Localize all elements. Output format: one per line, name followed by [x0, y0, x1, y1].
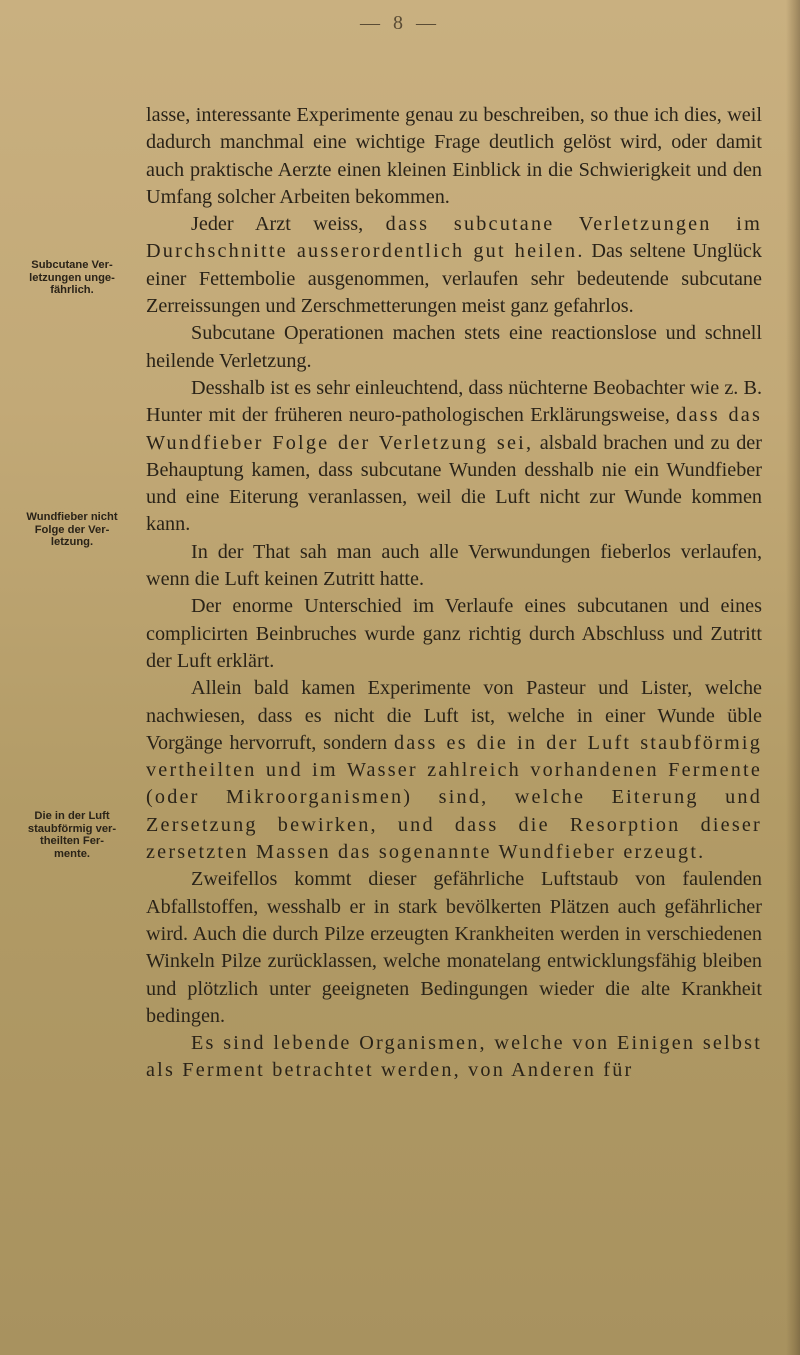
paragraph [146, 211, 762, 320]
margin-note-line: Subcutane Ver- [31, 259, 113, 271]
margin-note-line: letzung. [50, 536, 94, 548]
margin-note-line: letzungen unge- [29, 271, 115, 284]
margin-note-line: staubförmig ver- [27, 822, 117, 835]
margin-note-wundfieber [8, 511, 136, 549]
margin-note-fermente [8, 810, 136, 860]
page-number: — 8 — [360, 12, 440, 34]
paragraph [146, 866, 762, 1030]
paragraph [146, 593, 762, 675]
paragraph-text: Zweifellos kommt dieser gefährliche Luftstaub von faulenden Abfallstoffen, wesshalb er in stark bevölkerten Plätzen auch gefährlicher wird. Auch die durch Pilze erzeugten Krankheiten werden in verschiedenen Winkeln Pilze zurücklassen, welche monatelang entwicklungsfähig bleiben und plötzlich unter geeigneten Bedingungen wieder die alte Krankheit bedingen. [146, 868, 762, 1027]
paragraph [146, 539, 762, 594]
paragraph [146, 1030, 762, 1085]
emphasized-text: Es sind lebende Organismen, welche von Einigen selbst als Ferment betrachtet werden, von Anderen für [146, 1032, 762, 1082]
paragraph-text: Desshalb ist es sehr einleuchtend, dass nüchterne Beobachter wie z. B. Hunter mit der früheren neuro-pathologischen Erklärungsweise, [146, 376, 762, 427]
paragraph [146, 675, 762, 866]
margin-note-line: Die in der Luft [34, 810, 110, 822]
paragraph-text: lasse, interessante Experimente genau zu beschreiben, so thue ich dies, weil dadurch manchmal eine wichtige Frage deutlich gelöst wird, oder damit auch praktische Aerzte einen kleinen Einblick in die Schwierigkeit und den Umfang solcher Arbeiten bekommen. [146, 104, 762, 208]
body-text [146, 102, 762, 1085]
paragraph-text: In der That sah man auch alle Verwundungen fieberlos verlaufen, wenn die Luft keinen Zutritt hatte. [146, 540, 762, 591]
paragraph [146, 320, 762, 375]
page-edge-shadow [786, 0, 800, 1355]
margin-note-line: fährlich. [50, 284, 94, 296]
emphasized-text: dass subcutane Verletzungen im Durchschnitte ausserordentlich gut heilen. [146, 213, 762, 263]
paragraph-text: Subcutane Operationen machen stets eine reactionslose und schnell heilende Verletzung. [146, 322, 762, 372]
margin-note-line: Folge der Ver- [34, 523, 110, 536]
paragraph-text: Jeder Arzt weiss, [191, 213, 386, 236]
emphasized-text: dass es die in der Luft staubförmig vertheilten und im Wasser zahlreich vorhandenen Fermente (oder Mikroorganismen) sind, welche Eiterung und Zersetzung bewirken, und dass die Resorption dieser zersetzten Massen das sogenannte Wundfieber erzeugt. [146, 731, 762, 864]
paragraph [146, 102, 762, 211]
paragraph-text: Allein bald kamen Experimente von Pasteur und Lister, welche nachwiesen, dass es nicht die Luft ist, welche in einer Wunde üble Vorgänge hervorruft, sondern [146, 677, 762, 754]
paragraph-text: alsbald brachen und zu der Behauptung kamen, dass subcutane Wunden desshalb nie ein Wundfieber und eine Eiterung veranlassen, weil die Luft nicht zur Wunde kommen kann. [146, 431, 762, 536]
paragraph [146, 375, 762, 539]
paragraph-text: Das seltene Unglück einer Fettembolie ausgenommen, verlaufen sehr bedeutende subcutane Zerreissungen und Zerschmetterungen meist ganz gefahrlos. [146, 240, 762, 318]
paragraph-text: Der enorme Unterschied im Verlaufe eines subcutanen und eines complicirten Beinbruches wurde ganz richtig durch Abschluss und Zutritt der Luft erklärt. [146, 595, 762, 672]
margin-note-line: theilten Fer- [39, 835, 105, 847]
margin-note-subcutane-verletzungen [8, 259, 136, 297]
margin-note-line: Wundfieber nicht [26, 511, 118, 523]
margin-note-line: mente. [53, 847, 91, 860]
emphasized-text: dass das Wundfieber Folge der Verletzung sei, [146, 404, 762, 454]
